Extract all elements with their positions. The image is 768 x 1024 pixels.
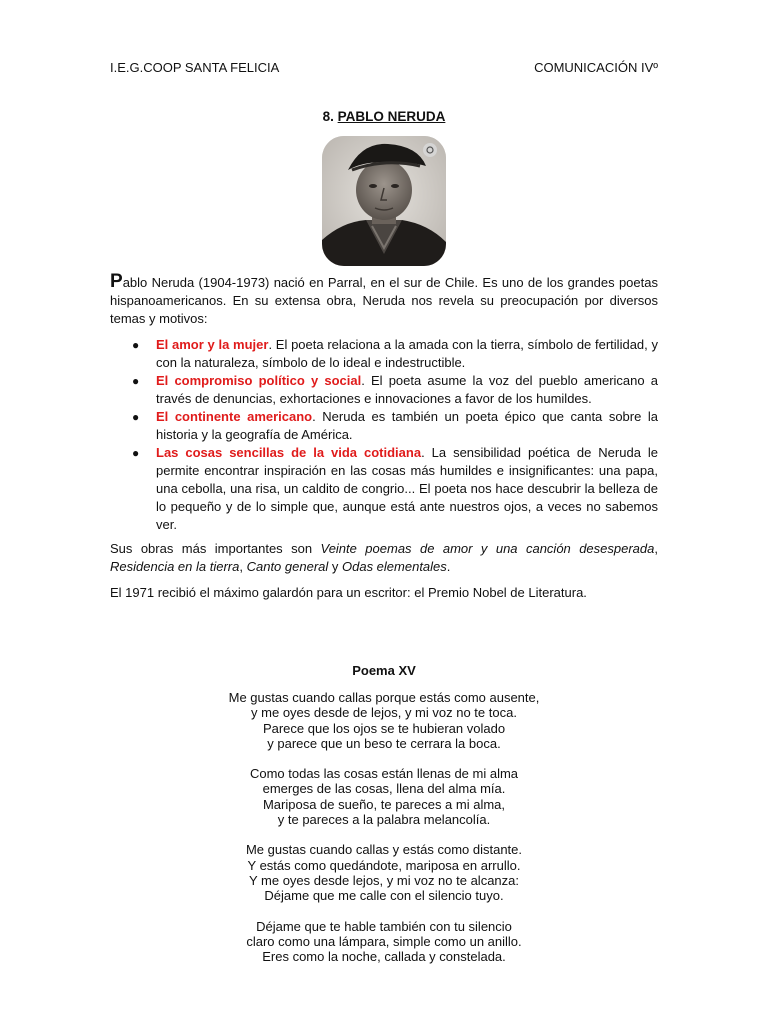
title-number: 8. xyxy=(322,109,338,124)
poem-line: Me gustas cuando callas porque estás como ausente, xyxy=(228,690,540,705)
work-title: Veinte poemas de amor y una canción desesperada xyxy=(320,541,655,556)
works-separator: , xyxy=(654,541,658,556)
bullet-icon: ● xyxy=(132,338,140,352)
list-item xyxy=(110,408,658,444)
poem-line: Parece que los ojos se te hubieran volado xyxy=(262,720,506,736)
poem-line: Como todas las cosas están llenas de mi alma xyxy=(249,766,519,782)
intro-paragraph xyxy=(110,271,658,328)
work-title: Odas elementales xyxy=(342,559,447,574)
poem-line: y te pareces a la palabra melancolía. xyxy=(277,812,491,828)
poem-title: Poema XV xyxy=(352,663,416,678)
poem-line: Mariposa de sueño, te pareces a mi alma, xyxy=(262,796,506,812)
works-paragraph xyxy=(110,540,658,576)
works-separator: , xyxy=(239,559,247,574)
bullet-icon: ● xyxy=(132,410,140,424)
page-title xyxy=(0,109,768,124)
poem-line: Déjame que me calle con el silencio tuyo. xyxy=(264,888,504,904)
works-end: . xyxy=(446,559,451,574)
poem-line: y parece que un beso te cerrara la boca. xyxy=(267,735,501,751)
intro-text: ablo Neruda (1904-1973) nació en Parral, en el sur de Chile. Es uno de los grandes poetas hispanoamericanos. En su extensa obra, Neruda nos revela su preocupación por diversos temas y motivos: xyxy=(110,275,658,326)
work-title: Residencia en la tierra xyxy=(110,559,240,574)
theme-text: . El poeta asume la voz del pueblo americano a través de denuncias, exhortaciones e innovaciones a favor de los humildes. xyxy=(156,373,658,406)
poem-line: Eres como la noche, callada y constelada. xyxy=(262,949,506,965)
poem-stanza xyxy=(0,919,768,965)
theme-text: . La sensibilidad poética de Neruda le permite encontrar inspiración en las cosas más humildes e insignificantes: una papa, una cebolla, una risa, un caldito de congrio... El poeta nos hace descubrir la belleza de lo pequeño y de lo simple que, aunque está ante nuestros ojos, a veces no sabemos ver. xyxy=(156,445,659,532)
dropcap-letter: P xyxy=(110,271,123,292)
poem-line: Me gustas cuando callas y estás como distante. xyxy=(245,842,523,858)
theme-highlight: El compromiso político y social xyxy=(156,373,362,388)
poem-stanza xyxy=(0,842,768,903)
theme-highlight: El continente americano xyxy=(156,409,313,424)
poem-body xyxy=(0,690,768,979)
subject-name: COMUNICACIÓN IVº xyxy=(534,60,658,75)
nobel-paragraph: El 1971 recibió el máximo galardón para un escritor: el Premio Nobel de Literatura. xyxy=(110,585,587,600)
page-header xyxy=(110,60,658,76)
neruda-portrait xyxy=(322,136,446,266)
bullet-icon: ● xyxy=(132,446,140,460)
work-title: Canto general xyxy=(246,559,329,574)
list-item xyxy=(110,336,658,372)
poem-line: Y me oyes desde lejos, y mi voz no te alcanza: xyxy=(248,872,519,888)
bullet-icon: ● xyxy=(132,374,140,388)
school-name: I.E.G.COOP SANTA FELICIA xyxy=(110,60,280,75)
works-separator: y xyxy=(328,559,342,574)
themes-list xyxy=(110,336,658,534)
list-item xyxy=(110,372,658,408)
poem-stanza xyxy=(0,766,768,827)
theme-highlight: Las cosas sencillas de la vida cotidiana xyxy=(156,445,422,460)
poem-line: claro como una lámpara, simple como un anillo. xyxy=(246,933,522,949)
poem-line: Y estás como quedándote, mariposa en arrullo. xyxy=(247,857,521,873)
poem-stanza xyxy=(0,690,768,751)
theme-highlight: El amor y la mujer xyxy=(156,337,269,352)
theme-text: . El poeta relaciona a la amada con la tierra, símbolo de fertilidad, y con la naturaleza, símbolo de lo ideal e indestructible. xyxy=(156,337,658,370)
list-item xyxy=(110,444,658,534)
works-prefix: Sus obras más importantes son xyxy=(110,541,321,556)
article-body xyxy=(110,271,659,610)
poem-line: y me oyes desde de lejos, y mi voz no te toca. xyxy=(251,705,517,721)
title-name: PABLO NERUDA xyxy=(337,109,446,124)
poem-line: emerges de las cosas, llena del alma mía. xyxy=(262,781,506,797)
theme-text: . Neruda es también un poeta épico que canta sobre la historia y la geografía de América. xyxy=(156,409,659,442)
poem-line: Déjame que te hable también con tu silencio xyxy=(256,918,512,934)
